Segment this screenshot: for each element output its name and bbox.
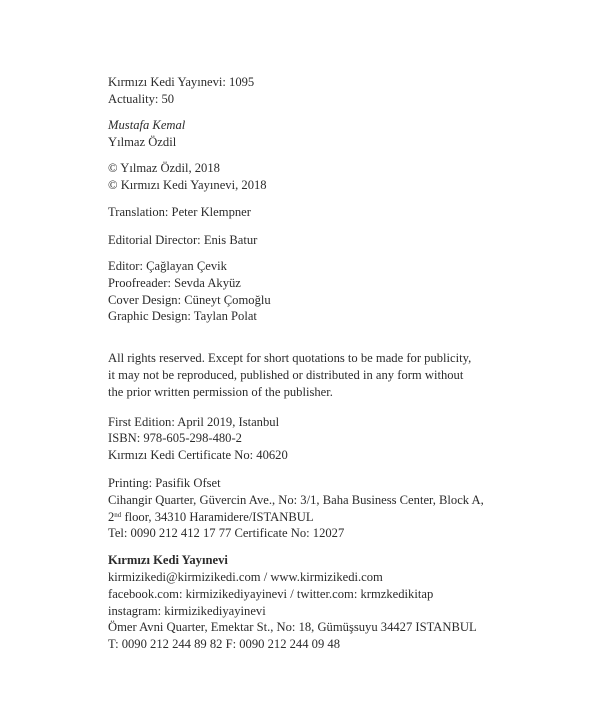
floor-ordinal: nd [114, 510, 122, 519]
publisher-name: Kırmızı Kedi Yayınevi [108, 553, 228, 568]
rights-notice [108, 350, 568, 400]
copyright-line: © Kırmızı Kedi Yayınevi, 2018 [108, 178, 267, 193]
publisher-social: facebook.com: kirmizikediyayinevi / twitter.com: krmzkedikitap [108, 586, 434, 601]
copyright-page [108, 74, 568, 653]
staff-credit: Cover Design: Cüneyt Çomoğlu [108, 292, 271, 307]
rights-line: it may not be reproduced, published or distributed in any form without [108, 367, 464, 382]
rights-line: the prior written permission of the publisher. [108, 384, 333, 399]
editorial-director: Editorial Director: Enis Batur [108, 233, 258, 248]
rights-line: All rights reserved. Except for short quotations to be made for publicity, [108, 351, 472, 366]
staff-credits [108, 258, 568, 325]
printer-phone: Tel: 0090 212 412 17 77 Certificate No: 12027 [108, 526, 345, 541]
publisher-instagram: instagram: kirmizikediyayinevi [108, 603, 266, 618]
publisher-web: kirmizikedi@kirmizikedi.com / www.kirmizikedi.com [108, 569, 383, 584]
publisher-number: Kırmızı Kedi Yayınevi: 1095 [108, 75, 255, 89]
book-title: Mustafa Kemal [108, 118, 186, 133]
certificate-number: Kırmızı Kedi Certificate No: 40620 [108, 448, 288, 463]
staff-credit: Proofreader: Sevda Akyüz [108, 275, 241, 290]
floor-rest: floor, 34310 Haramidere/ISTANBUL [121, 509, 314, 524]
publisher-contact [108, 552, 568, 653]
series-info [108, 74, 568, 108]
floor-number: 2 [108, 509, 115, 524]
book-info [108, 117, 568, 151]
copyright-line: © Yılmaz Özdil, 2018 [108, 161, 220, 176]
publisher-phone: T: 0090 212 244 89 82 F: 0090 212 244 09 48 [108, 637, 341, 652]
editorial-director-credit [108, 232, 568, 249]
translator: Translation: Peter Klempner [108, 205, 251, 220]
translation-credit [108, 204, 568, 221]
publisher-address: Ömer Avni Quarter, Emektar St., No: 18, Gümüşsuyu 34427 ISTANBUL [108, 620, 477, 635]
printing-info [108, 475, 568, 542]
printer-address-floor [108, 509, 568, 526]
staff-credit: Editor: Çağlayan Çevik [108, 258, 227, 273]
book-author: Yılmaz Özdil [108, 134, 177, 149]
edition-line: First Edition: April 2019, Istanbul [108, 414, 280, 429]
series-number: Actuality: 50 [108, 91, 175, 106]
printer-name: Printing: Pasifik Ofset [108, 475, 221, 490]
printer-address: Cihangir Quarter, Güvercin Ave., No: 3/1, Baha Business Center, Block A, [108, 492, 484, 507]
copyright-notice [108, 160, 568, 194]
isbn: ISBN: 978-605-298-480-2 [108, 431, 242, 446]
edition-info [108, 414, 568, 464]
staff-credit: Graphic Design: Taylan Polat [108, 309, 257, 324]
